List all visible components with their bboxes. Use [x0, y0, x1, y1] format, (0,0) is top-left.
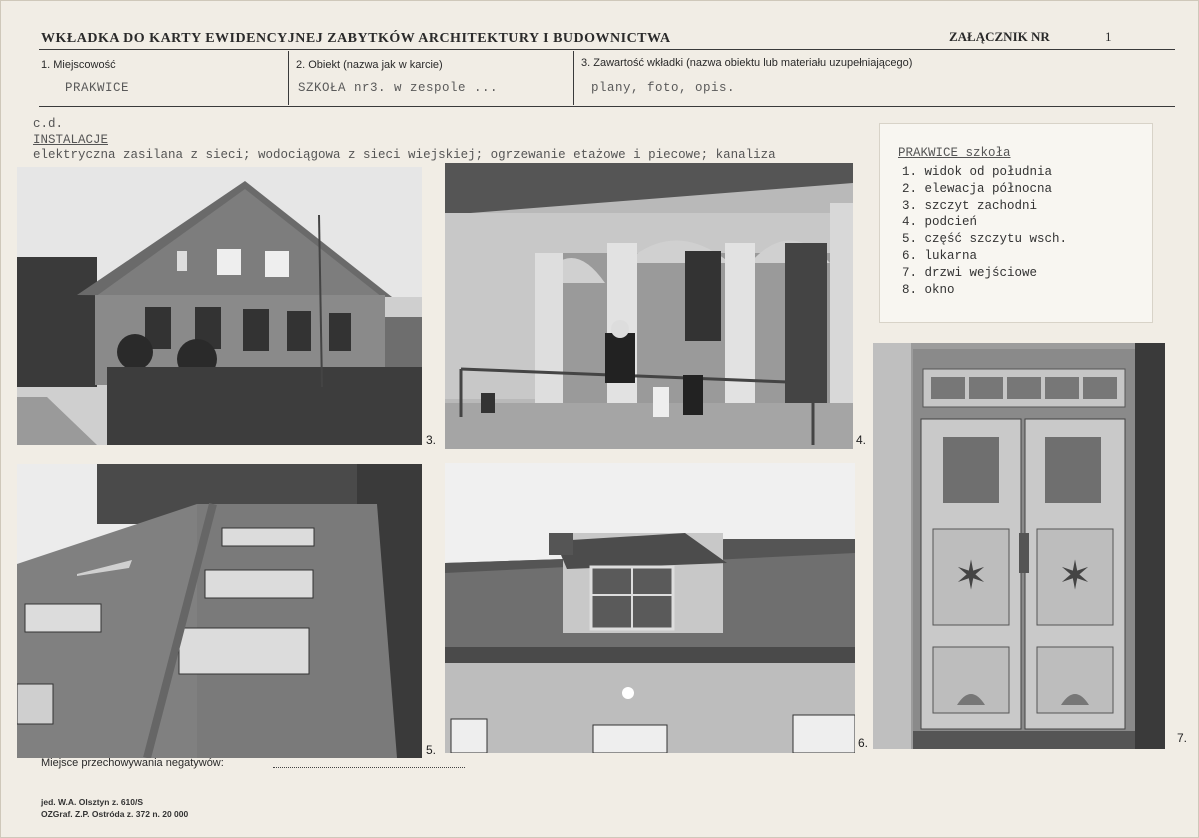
object-value: SZKOŁA nr3. w zespole ...: [298, 81, 499, 95]
annex-number: 1: [1105, 29, 1112, 44]
photo-entrance-door: [873, 343, 1165, 749]
photo-gable-detail: [17, 464, 422, 758]
photo-number: 6.: [858, 736, 869, 750]
list-item: 8. okno: [902, 282, 955, 297]
photo-number: 7.: [1177, 731, 1188, 745]
photo-index-card: [879, 123, 1153, 323]
photo-gable-house: [17, 167, 422, 445]
list-item: 4. podcień: [902, 215, 978, 230]
header-rule: [39, 49, 1175, 50]
locality-value: PRAKWICE: [65, 81, 130, 95]
installations-text: elektryczna zasilana z sieci; wodociągowa z sieci wiejskiej; ogrzewanie etażowe i piecowe; kanaliza: [33, 148, 776, 162]
photo-arcade-porch: [445, 163, 853, 449]
field-bottom-rule: [39, 106, 1175, 107]
contents-value: plany, foto, opis.: [591, 81, 736, 95]
field-divider: [288, 51, 289, 105]
list-item: 6. lukarna: [902, 248, 978, 263]
photo-number: 3.: [426, 433, 437, 447]
continuation-mark: c.d.: [33, 117, 64, 131]
svg-text:✶: ✶: [954, 553, 988, 599]
section-title: INSTALACJE: [33, 133, 109, 147]
list-item: 1. widok od południa: [902, 165, 1053, 179]
object-label: 2. Obiekt (nazwa jak w karcie): [296, 59, 443, 71]
list-item: 7. drzwi wejściowe: [902, 265, 1038, 280]
annex-label: ZAŁĄCZNIK NR: [949, 29, 1050, 44]
photo-number: 5.: [426, 743, 437, 757]
contents-label: 3. Zawartość wkładki (nazwa obiektu lub materiału uzupełniającego): [581, 57, 913, 69]
locality-label: 1. Miejscowość: [41, 59, 116, 71]
photo-number: 4.: [856, 433, 867, 447]
photo-index-title: PRAKWICE szkoła: [898, 146, 1011, 160]
document-title: WKŁADKA DO KARTY EWIDENCYJNEJ ZABYTKÓW ARCHITEKTURY I BUDOWNICTWA: [41, 31, 671, 46]
photo-dormer: [445, 463, 855, 753]
negatives-fill-line: [273, 767, 465, 768]
field-divider: [573, 51, 574, 105]
list-item: 3. szczyt zachodni: [902, 198, 1038, 213]
svg-text:✶: ✶: [1058, 553, 1092, 599]
print-info-line2: OZGraf. Z.P. Ostróda z. 372 n. 20 000: [41, 809, 189, 819]
list-item: 2. elewacja północna: [902, 181, 1053, 196]
print-info-line1: jed. W.A. Olsztyn z. 610/S: [41, 797, 144, 807]
negatives-label: Miejsce przechowywania negatywów:: [41, 757, 224, 769]
list-item: 5. część szczytu wsch.: [902, 232, 1068, 247]
photo-index-list: [902, 164, 1067, 298]
